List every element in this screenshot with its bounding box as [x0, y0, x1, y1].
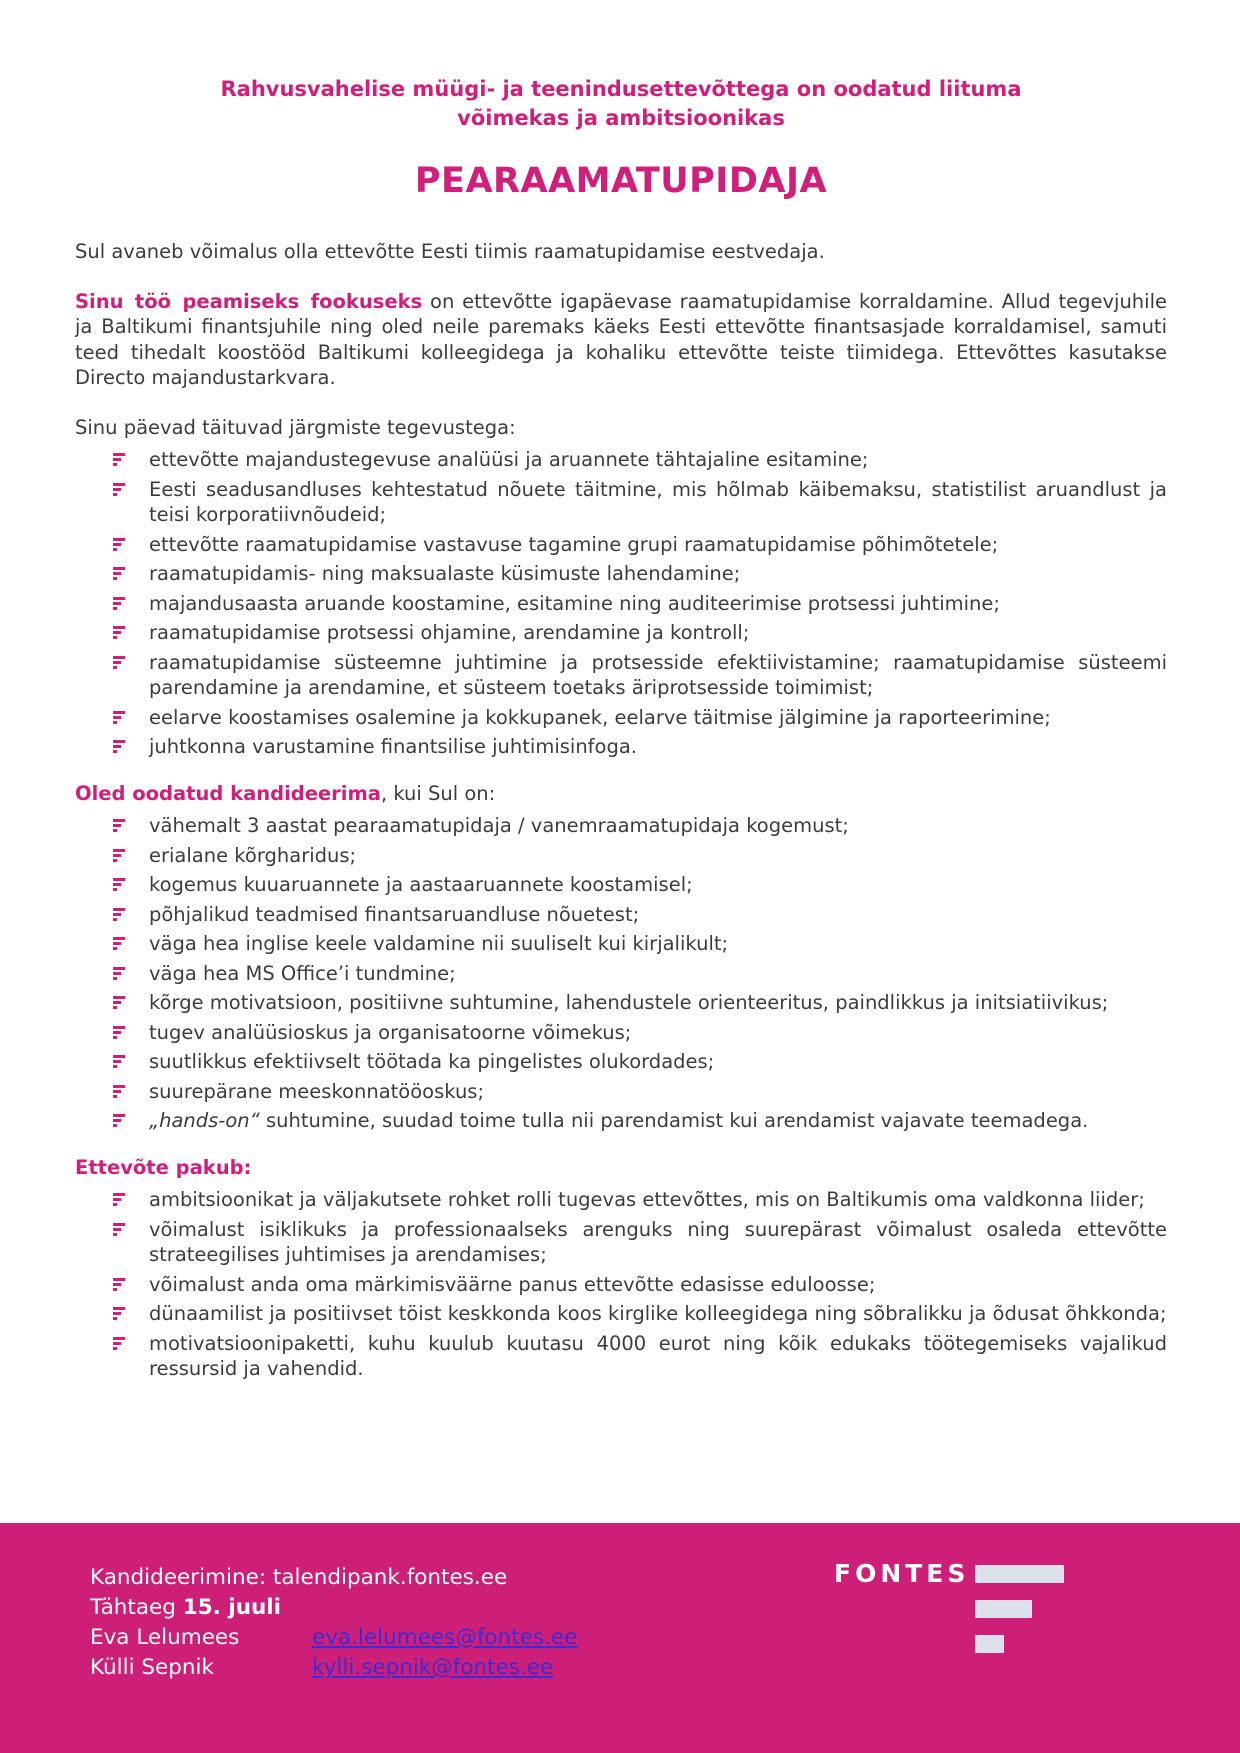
bullet-icon [113, 937, 126, 950]
list-item: põhjalikud teadmised finantsaruandluse nõuetest; [75, 902, 1167, 928]
list-item: raamatupidamis- ning maksualaste küsimuste lahendamine; [75, 561, 1167, 587]
bullet-icon [113, 908, 126, 921]
list-item: erialane kõrgharidus; [75, 843, 1167, 869]
logo-bar-icon [975, 1600, 1032, 1618]
fontes-logo-text: FONTES [834, 1559, 970, 1588]
deadline-value: 15. juuli [182, 1595, 282, 1620]
contact-info [90, 1563, 577, 1683]
intro-line-2: võimekas ja ambitsioonikas [457, 106, 785, 130]
list-item: majandusaasta aruande koostamine, esitamine ning auditeerimise protsessi juhtimine; [75, 591, 1167, 617]
bullet-icon [113, 1278, 126, 1291]
contact-email-link[interactable]: eva.lelumees@fontes.ee [312, 1625, 578, 1650]
bullet-icon [113, 967, 126, 980]
list-item: dünaamilist ja positiivset töist keskkonda koos kirglike kolleegidega ning sõbralikku ja õdusat õhkkonda; [75, 1301, 1167, 1327]
bullet-icon [113, 819, 126, 832]
list-item: raamatupidamise protsessi ohjamine, arendamine ja kontroll; [75, 620, 1167, 646]
bullet-icon [113, 1114, 126, 1127]
bullet-icon [113, 656, 126, 669]
bullet-icon [113, 597, 126, 610]
offers-list [75, 1187, 1167, 1382]
list-item: juhtkonna varustamine finantsilise juhtimisinfoga. [75, 734, 1167, 760]
page-title: PEARAAMATUPIDAJA [414, 161, 828, 201]
focus-text: on ettevõtte igapäevase raamatupidamise korraldamine. Allud tegevjuhile ja Baltikumi finantsjuhile ning oled neile paremaks käeks Eesti ettevõtte finantsasjade korraldamisel, samuti teed tihedalt koostööd Baltikumi kolleegidega ja kohaliku ettevõtte teiste tiimidega. Ettevõttes kasutakse Directo majandustarkvara. [75, 289, 1167, 389]
list-item: raamatupidamise süsteemne juhtimine ja protsesside efektiivistamine; raamatupidamise süsteemi parendamine ja arendamine, et süsteem toetaks äriprotsesside toimimist; [75, 650, 1167, 701]
focus-highlight: Sinu töö peamiseks fookuseks [75, 289, 423, 313]
list-item: suurepärane meeskonnatööoskus; [75, 1079, 1167, 1105]
bullet-icon [113, 538, 126, 551]
bullet-icon [113, 1055, 126, 1068]
bullet-icon [113, 626, 126, 639]
list-item: kõrge motivatsioon, positiivne suhtumine, lahendustele orienteeritus, paindlikkus ja initsiatiivikus; [75, 990, 1167, 1016]
list-item: ambitsioonikat ja väljakutsete rohket rolli tugevas ettevõttes, mis on Baltikumis oma valdkonna liider; [75, 1187, 1167, 1213]
list-item: suutlikkus efektiivselt töötada ka pingelistes olukordades; [75, 1049, 1167, 1075]
list-item: ettevõtte raamatupidamise vastavuse tagamine grupi raamatupidamise põhimõtetele; [75, 532, 1167, 558]
logo-bar-icon [975, 1565, 1064, 1583]
intro-heading [75, 75, 1167, 133]
bullet-icon [113, 1307, 126, 1320]
job-ad-document [75, 0, 1167, 1386]
list-item: kogemus kuuaruannete ja aastaaruannete koostamisel; [75, 872, 1167, 898]
bullet-icon [113, 996, 126, 1009]
hands-on-italic: „hands-on“ [149, 1109, 260, 1132]
offer-heading: Ettevõte pakub: [75, 1155, 252, 1179]
list-item: Eesti seadusandluses kehtestatud nõuete täitmine, mis hõlmab käibemaksu, statistilist aruandlust ja teisi korporatiivnõudeid; [75, 477, 1167, 528]
contact-row [90, 1623, 577, 1653]
list-item: eelarve koostamises osalemine ja kokkupanek, eelarve täitmise jälgimine ja raporteerimine; [75, 705, 1167, 731]
bullet-icon [113, 740, 126, 753]
requirements-heading [75, 781, 1167, 807]
list-item: vähemalt 3 aastat pearaamatupidaja / vanemraamatupidaja kogemust; [75, 813, 1167, 839]
bullet-icon [113, 849, 126, 862]
contact-row [90, 1653, 577, 1683]
requirements-heading-rest: , kui Sul on: [380, 781, 496, 805]
list-item: tugev analüüsioskus ja organisatoorne võimekus; [75, 1020, 1167, 1046]
bullet-icon [113, 483, 126, 496]
bullet-icon [113, 567, 126, 580]
bullet-icon [113, 878, 126, 891]
bullet-icon [113, 1193, 126, 1206]
contact-email-link[interactable]: kylli.sepnik@fontes.ee [312, 1655, 554, 1680]
focus-paragraph [75, 289, 1167, 391]
footer [0, 1523, 1240, 1753]
logo-bar-icon [975, 1635, 1004, 1653]
bullet-icon [113, 1223, 126, 1236]
requirements-highlight: Oled oodatud kandideerima [75, 781, 381, 805]
list-item: motivatsioonipaketti, kuhu kuulub kuutasu 4000 eurot ning kõik edukaks töötegemiseks vajalikud ressursid ja vahendid. [75, 1331, 1167, 1382]
duties-list [75, 447, 1167, 760]
contact-name: Külli Sepnik [90, 1655, 214, 1680]
duties-heading: Sinu päevad täituvad järgmiste tegevustega: [75, 415, 516, 439]
bullet-icon [113, 711, 126, 724]
bullet-icon [113, 1337, 126, 1350]
bullet-icon [113, 1085, 126, 1098]
list-item: väga hea MS Office’i tundmine; [75, 961, 1167, 987]
list-item: võimalust anda oma märkimisväärne panus ettevõtte edasisse eduloosse; [75, 1272, 1167, 1298]
list-item: „hands-on“ suhtumine, suudad toime tulla nii parendamist kui arendamist vajavate teemadega. [75, 1108, 1167, 1134]
list-item: ettevõtte majandustegevuse analüüsi ja aruannete tähtajaline esitamine; [75, 447, 1167, 473]
deadline-line: Tähtaeg 15. juuli [90, 1595, 282, 1620]
requirements-list [75, 813, 1167, 1134]
bullet-icon [113, 453, 126, 466]
contact-name: Eva Lelumees [90, 1625, 240, 1650]
list-item: väga hea inglise keele valdamine nii suuliselt kui kirjalikult; [75, 931, 1167, 957]
list-item: võimalust isiklikuks ja professionaalseks arenguks ning suurepärast võimalust osaleda ettevõtte strateegilises juhtimises ja arendamises; [75, 1217, 1167, 1268]
apply-line: Kandideerimine: talendipank.fontes.ee [90, 1565, 508, 1590]
intro-paragraph: Sul avaneb võimalus olla ettevõtte Eesti tiimis raamatupidamise eestvedaja. [75, 240, 825, 263]
intro-line-1: Rahvusvahelise müügi- ja teenindusettevõttega on oodatud liituma [220, 77, 1022, 101]
bullet-icon [113, 1026, 126, 1039]
